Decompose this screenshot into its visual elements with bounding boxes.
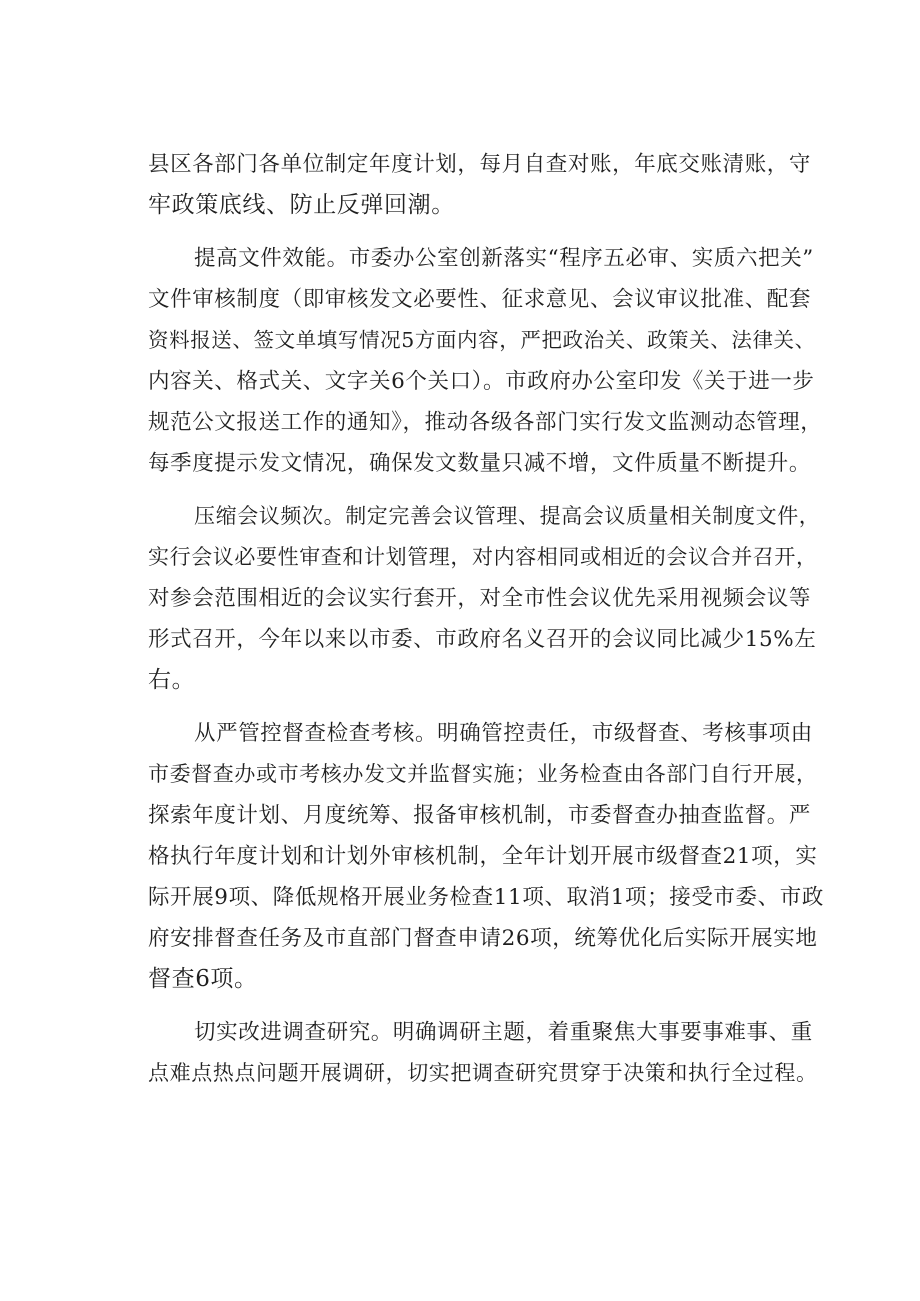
paragraph-line: 形式召开，今年以来以市委、市政府名义召开的会议同比减少15%左 [148,627,817,652]
paragraph [148,238,824,484]
paragraph-line: 格执行年度计划和计划外审核机制，全年计划开展市级督查21项，实 [148,844,818,869]
paragraph-line: 市委督查办或市考核办发文并监督实施；业务检查由各部门自行开展， [148,762,818,786]
paragraph-line: 实行会议必要性审查和计划管理，对内容相同或相近的会议合并召开， [148,545,818,569]
paragraph-line: 右。 [148,667,196,693]
paragraph-line: 府安排督查任务及市直部门督查申请26项，统筹优化后实际开展实地 [148,926,818,951]
paragraph-line: 对参会范围相近的会议实行套开，对全市性会议优先采用视频会议等 [148,586,812,611]
paragraph-line: 牢政策底线、防止反弹回潮。 [148,192,455,218]
paragraph-line: 文件审核制度（即审核发文必要性、征求意见、会议审议批准、配套 [148,287,812,312]
paragraph-line: 每季度提示发文情况，确保发文数量只减不增，文件质量不断提升。 [148,451,812,476]
paragraph-line: 点难点热点问题开展调研，切实把调查研究贯穿于决策和执行全过程。 [148,1061,818,1085]
paragraph-line: 县区各部门各单位制定年度计划，每月自查对账，年底交账清账，守 [148,152,812,177]
paragraph-line: 提高文件效能。市委办公室创新落实“程序五必审、实质六把关” [194,246,814,271]
paragraph [148,1012,824,1094]
paragraph-line: 资料报送、签文单填写情况5方面内容，严把政治关、政策关、法律关、 [148,328,816,352]
paragraph [148,713,824,1000]
paragraph-line: 探索年度计划、月度统筹、报备审核机制，市委督查办抽查监督。严 [148,803,812,828]
paragraph-line: 际开展9项、降低规格开展业务检查11项、取消1项；接受市委、市政 [148,885,824,910]
paragraph [148,144,824,226]
paragraph-line: 从严管控督查检查考核。明确管控责任，市级督查、考核事项由 [194,721,813,746]
paragraph [148,496,824,701]
paragraph-line: 督查6项。 [148,966,258,992]
document-body [148,144,824,1094]
paragraph-line: 规范公文报送工作的通知》，推动各级各部门实行发文监测动态管理， [148,410,823,435]
paragraph-line: 内容关、格式关、文字关6个关口）。市政府办公室印发《关于进一步 [148,369,815,394]
paragraph-line: 切实改进调查研究。明确调研主题，着重聚焦大事要事难事、重 [194,1020,813,1045]
paragraph-line: 压缩会议频次。制定完善会议管理、提高会议质量相关制度文件， [194,504,821,528]
